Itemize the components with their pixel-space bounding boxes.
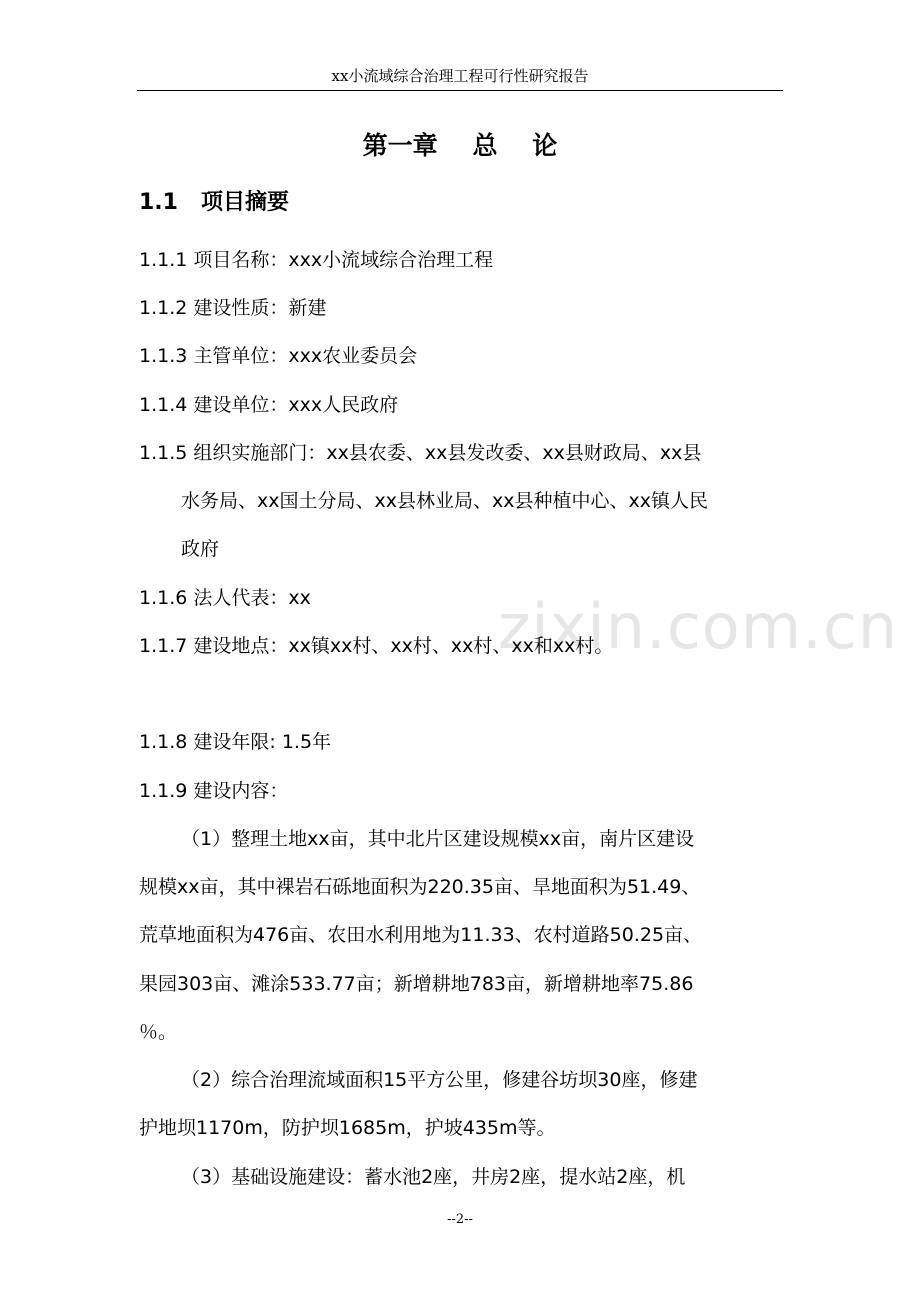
paragraph-land-consolidation: （1）整理土地xx亩，其中北片区建设规模xx亩，南片区建设: [181, 828, 695, 850]
paragraph-land-consolidation-line4: 果园303亩、滩涂533.77亩；新增耕地783亩，新增耕地率75.86: [139, 973, 694, 995]
paragraph-watershed-treatment-end: 护地坝1170m，防护坝1685m，护坡435m等。: [139, 1117, 556, 1139]
paragraph-land-consolidation-end: ％。: [139, 1021, 178, 1043]
paragraph-land-consolidation-line2: 规模xx亩，其中裸岩石砾地面积为220.35亩、旱地面积为51.49、: [139, 876, 701, 898]
section-title: 1.1 项目摘要: [139, 190, 289, 215]
item-legal-representative: 1.1.6 法人代表：xx: [139, 587, 311, 609]
paragraph-watershed-treatment: （2）综合治理流域面积15平方公里，修建谷坊坝30座，修建: [181, 1069, 698, 1091]
item-construction-unit: 1.1.4 建设单位：xxx人民政府: [139, 394, 399, 416]
item-construction-location: 1.1.7 建设地点：xx镇xx村、xx村、xx村、xx和xx村。: [139, 635, 614, 657]
item-implementing-departments-end: 政府: [181, 538, 220, 560]
item-construction-nature: 1.1.2 建设性质：新建: [139, 297, 327, 319]
item-competent-unit: 1.1.3 主管单位：xxx农业委员会: [139, 345, 418, 367]
item-construction-content: 1.1.9 建设内容：: [139, 780, 289, 802]
item-implementing-departments: 1.1.5 组织实施部门：xx县农委、xx县发改委、xx县财政局、xx县: [139, 442, 702, 464]
watermark: zixin.com.cn: [498, 590, 899, 663]
chapter-title: 第一章 总 论: [362, 131, 558, 160]
running-header: xx小流域综合治理工程可行性研究报告: [137, 62, 783, 91]
paragraph-land-consolidation-line3: 荒草地面积为476亩、农田水利用地为11.33、农村道路50.25亩、: [139, 924, 703, 946]
page-number: --2--: [447, 1212, 473, 1227]
item-project-name: 1.1.1 项目名称：xxx小流域综合治理工程: [139, 249, 494, 271]
item-implementing-departments-cont: 水务局、xx国土分局、xx县林业局、xx县种植中心、xx镇人民: [181, 490, 708, 512]
item-construction-period: 1.1.8 建设年限: 1.5年: [139, 731, 332, 753]
paragraph-infrastructure: （3）基础设施建设：蓄水池2座，井房2座，提水站2座，机: [181, 1166, 686, 1188]
